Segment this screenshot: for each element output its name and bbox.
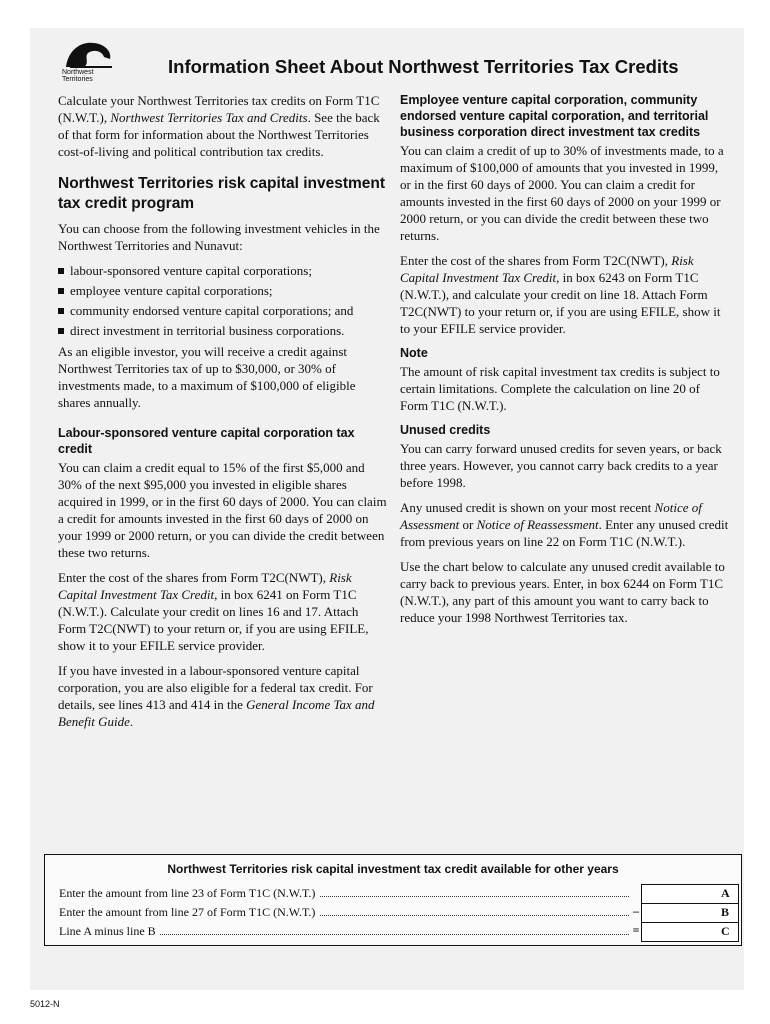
unused-paragraph-2: Any unused credit is shown on your most recent Notice of Assessment or Notice of Reassessment. Enter any unused credit from previous years on line 22 on Form T1C (N.W.T.). (400, 500, 729, 549)
form-code: 5012-N (30, 999, 60, 1009)
chart-row-label: Enter the amount from line 23 of Form T1C (N.W.T.) (59, 886, 319, 900)
program-heading: Northwest Territories risk capital investment tax credit program (58, 175, 386, 212)
note-paragraph: The amount of risk capital investment tax credits is subject to certain limitations. Complete the calculation on line 20 of Form T1C (N.W.T.). (400, 364, 720, 413)
chart-row-c (59, 923, 629, 939)
operator-sign: – (633, 904, 639, 918)
labour-paragraph-1: You can claim a credit equal to 15% of the first $5,000 and 30% of the next $95,000 you invested in eligible shares acquired in 1999, or in the first 60 days of 2000. You can claim a credit for amounts invested in the first 60 days of 2000 on your 1999 or 2000 return, or you can divide the credit between these two returns. (58, 460, 387, 560)
credit-calculation-chart (44, 854, 742, 946)
logo-text: Northwest Territories (62, 69, 94, 83)
labour-paragraph-2: Enter the cost of the shares from Form T2C(NWT), Risk Capital Investment Tax Credit, in box 6241 on Form T1C (N.W.T.). Calculate your credit on lines 16 and 17. Attach Form T2C(NWT) to your return or, if you are using EFILE, show it to your EFILE service provider. (58, 570, 369, 653)
unused-heading: Unused credits (400, 423, 491, 437)
left-column (58, 92, 388, 738)
government-logo (60, 37, 116, 87)
list-item: direct investment in territorial business corporations. (58, 322, 388, 339)
chart-row-a (59, 885, 629, 901)
line-letter: B (721, 905, 730, 919)
note-heading: Note (400, 346, 428, 360)
unused-paragraph-3: Use the chart below to calculate any unused credit available to carry back to previous years. Enter, in box 6244 on Form T1C (N.W.T.), any part of this amount you want to carry back to reduce your 1998 Northwest Territories tax. (400, 559, 725, 625)
page-title: Information Sheet About Northwest Territories Tax Credits (168, 56, 679, 77)
list-item: community endorsed venture capital corporations; and (58, 302, 388, 319)
line-letter: C (721, 924, 730, 938)
eligible-paragraph: As an eligible investor, you will receive a credit against Northwest Territories tax of up to $30,000, or 30% of investments made, to a maximum of $100,000 of eligible shares annually. (58, 344, 356, 410)
chart-row-label: Enter the amount from line 27 of Form T1C (N.W.T.) (59, 905, 319, 919)
chart-row-label: Line A minus line B (59, 924, 160, 938)
employee-paragraph-2: Enter the cost of the shares from Form T2C(NWT), Risk Capital Investment Tax Credit, in box 6243 on Form T1C (N.W.T.), and calculate your credit on line 18. Attach Form T2C(NWT) to your return or, if you are using EFILE, show it to your EFILE service provider. (400, 253, 721, 336)
labour-heading: Labour-sponsored venture capital corporation tax credit (58, 426, 355, 456)
intro-paragraph: Calculate your Northwest Territories tax credits on Form T1C (N.W.T.), Northwest Territories Tax and Credits. See the back of that form for information about the Northwest Territories cost-of-living and political contribution tax credits. (58, 93, 380, 159)
labour-paragraph-3: If you have invested in a labour-sponsored venture capital corporation, you are also eligible for a federal tax credit. For details, see lines 413 and 414 in the General Income Tax and Benefit Guide. (58, 663, 375, 729)
chart-title: Northwest Territories risk capital investment tax credit available for other years (167, 862, 619, 876)
chart-row-b (59, 904, 629, 920)
right-column (400, 92, 730, 634)
choose-paragraph: You can choose from the following investment vehicles in the Northwest Territories and Nunavut: (58, 221, 380, 253)
investment-list (58, 262, 388, 339)
polar-bear-icon (60, 37, 116, 71)
line-letter: A (721, 886, 730, 900)
unused-paragraph-1: You can carry forward unused credits for seven years, or back three years. However, you cannot carry back credits to a year before 1998. (400, 441, 722, 490)
list-item: labour-sponsored venture capital corporations; (58, 262, 388, 279)
employee-paragraph-1: You can claim a credit of up to 30% of investments made, to a maximum of $100,000 of amounts that you invested in 1999, or in the first 60 days of 2000. You can claim a credit for amounts invested in the first 60 days of 2000 on your 1999 or 2000 return, or you can divide the credit between these two returns. (400, 143, 724, 243)
employee-heading: Employee venture capital corporation, community endorsed venture capital corporation, and territorial business corporation direct investment tax credits (400, 93, 709, 139)
list-item: employee venture capital corporations; (58, 282, 388, 299)
operator-sign: = (632, 923, 640, 937)
